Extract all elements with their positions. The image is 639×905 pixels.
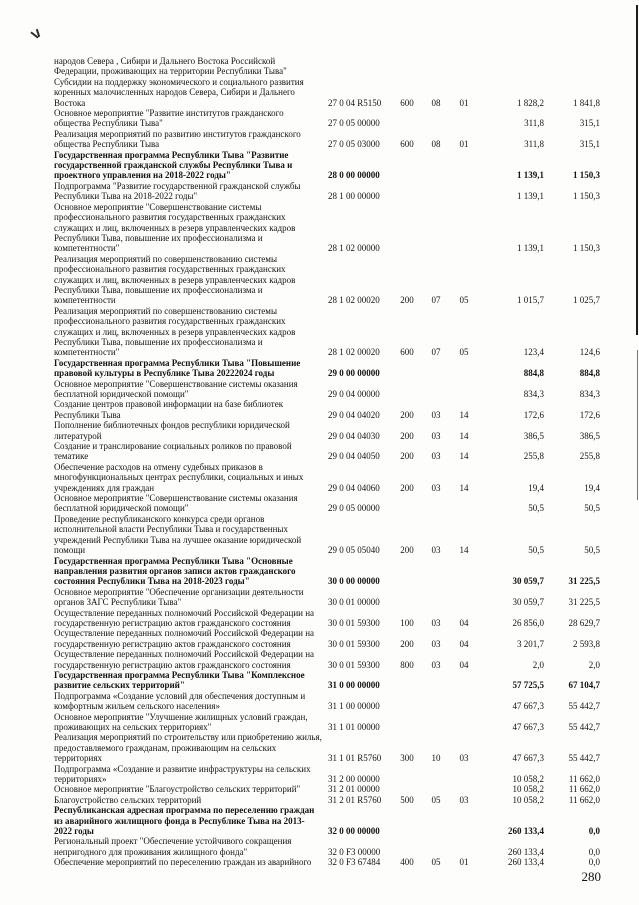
- amount-year2-cell: 50,5: [584, 545, 600, 556]
- program-name-cell: Государственная программа Республики Тыва "Комплексное развитие сельских территорий": [54, 669, 305, 691]
- amount-year1-cell: 1 139,1: [517, 170, 544, 181]
- amount-year1-cell: 57 725,5: [512, 680, 544, 691]
- amount-year1-cell: 260 133,4: [508, 826, 544, 837]
- amount-year2-cell: 1 150,3: [573, 191, 600, 202]
- amount-year1-cell: 884,8: [523, 368, 544, 379]
- budget-code-cell: 32 0 00 00000: [328, 826, 380, 837]
- program-name-cell: Создание и транслирование социальных роликов по правовой тематике: [54, 441, 292, 462]
- amount-year1-cell: 834,3: [523, 389, 544, 399]
- program-name-cell: народов Севера , Сибири и Дальнего Востока Российской Федерации, проживающих на территории Республики Тыва": [54, 56, 287, 77]
- program-name-cell: Подпрограмма «Создание и развитие инфраструктуры на сельских территориях»: [54, 763, 311, 785]
- subsection-cell: 14: [459, 482, 469, 493]
- amount-year2-cell: 1 841,8: [573, 97, 600, 108]
- expense-type-cell: 400: [400, 857, 414, 868]
- section-cell: 05: [431, 794, 441, 805]
- program-name-cell: Реализация мероприятий по строительству или приобретению жилья, предоставляемого гражданам, проживающим на сельских территориях: [54, 732, 322, 764]
- amount-year2-cell: 19,4: [584, 482, 600, 493]
- table-row: [54, 587, 606, 608]
- program-name-cell: Основное мероприятие "Совершенствование системы оказания бесплатной юридической помощи": [54, 378, 298, 399]
- section-cell: 03: [431, 482, 441, 493]
- subsection-cell: 04: [459, 659, 469, 670]
- amount-year1-cell: 311,8: [524, 139, 544, 150]
- amount-year2-cell: 31 225,5: [568, 597, 600, 608]
- expense-type-cell: 200: [400, 430, 414, 441]
- section-cell: 03: [431, 409, 441, 420]
- budget-code-cell: 32 0 F3 00000: [328, 846, 381, 857]
- amount-year2-cell: 11 662,0: [568, 784, 600, 795]
- amount-year1-cell: 10 058,2: [512, 774, 544, 785]
- expense-type-cell: 200: [400, 545, 414, 556]
- amount-year1-cell: 260 133,4: [508, 846, 544, 857]
- program-name-cell: Основное мероприятие "Обеспечение организации деятельности органов ЗАГС Республики Тыва": [54, 586, 304, 608]
- program-name-cell: Осуществление переданных полномочий Российской Федерации на государственную регистрацию актов гражданского состояния: [54, 649, 315, 670]
- expense-type-cell: 200: [400, 638, 414, 649]
- program-name-cell: Благоустройство сельских территорий: [54, 794, 202, 805]
- section-cell: 07: [431, 295, 441, 306]
- table-body: [54, 56, 606, 868]
- amount-year1-cell: 260 133,4: [508, 857, 544, 868]
- amount-year1-cell: 311,8: [524, 118, 544, 129]
- amount-year2-cell: 1 150,3: [573, 170, 600, 181]
- amount-year2-cell: 11 662,0: [568, 774, 600, 785]
- amount-year1-cell: 172,6: [523, 409, 544, 420]
- expense-type-cell: 500: [400, 794, 414, 805]
- expense-type-cell: 600: [400, 139, 414, 150]
- table-row: [54, 150, 606, 181]
- amount-year2-cell: 2,0: [588, 659, 600, 670]
- table-row: [54, 691, 606, 712]
- table-row: [54, 805, 606, 836]
- budget-code-cell: 28 1 02 00000: [328, 243, 380, 254]
- program-name-cell: Подпрограмма "Развитие государственной гражданской службы Республики Тыва на 2018-2022 годы": [54, 180, 301, 202]
- budget-code-cell: 30 0 01 00000: [328, 597, 380, 608]
- table-row: [54, 493, 606, 514]
- expense-type-cell: 600: [400, 347, 414, 358]
- budget-code-cell: 31 2 00 00000: [328, 774, 380, 785]
- program-name-cell: Основное мероприятие "Улучшение жилищных условий граждан, проживающих на сельских территориях": [54, 711, 308, 732]
- table-row: [54, 764, 606, 785]
- table-row: [54, 784, 606, 794]
- amount-year1-cell: 1 828,2: [517, 97, 544, 108]
- subsection-cell: 04: [459, 617, 469, 628]
- amount-year1-cell: 50,5: [528, 503, 544, 514]
- amount-year1-cell: 1 139,1: [517, 191, 544, 202]
- section-cell: 07: [431, 347, 441, 358]
- amount-year1-cell: 10 058,2: [512, 794, 544, 805]
- budget-code-cell: 29 0 05 00000: [328, 503, 380, 514]
- table-row: [54, 628, 606, 649]
- table-row: [54, 712, 606, 733]
- amount-year2-cell: 172,6: [579, 409, 600, 420]
- amount-year2-cell: 1 150,3: [573, 243, 600, 254]
- expense-type-cell: 200: [400, 409, 414, 420]
- program-name-cell: Государственная программа Республики Тыва "Основные направления развития органов записи актов гражданского состояния Республики Тыва на 2018-2023 годы": [54, 555, 296, 587]
- subsection-cell: 01: [459, 97, 469, 108]
- subsection-cell: 03: [459, 794, 469, 805]
- budget-code-cell: 28 0 00 00000: [328, 170, 380, 181]
- table-row: [54, 795, 606, 805]
- subsection-cell: 01: [459, 857, 469, 868]
- table-row: [54, 556, 606, 587]
- program-name-cell: Пополнение библиотечных фондов республики юридической литературой: [54, 420, 290, 441]
- budget-code-cell: 29 0 05 05040: [328, 545, 380, 556]
- budget-code-cell: 30 0 00 00000: [328, 576, 380, 587]
- section-cell: 08: [431, 97, 441, 108]
- section-cell: 03: [431, 638, 441, 649]
- program-name-cell: Подпрограмма «Создание условий для обеспечения доступным и комфортным жильем сельского населения»: [54, 690, 306, 712]
- table-row: [54, 836, 606, 857]
- program-name-cell: Субсидии на поддержку экономического и социального развития коренных малочисленных народов Севера, Сибири и Дальнего Востока: [54, 76, 304, 108]
- amount-year1-cell: 47 667,3: [512, 701, 544, 712]
- amount-year1-cell: 47 667,3: [512, 722, 544, 732]
- budget-code-cell: 28 1 02 00020: [328, 347, 380, 358]
- section-cell: 05: [431, 857, 441, 868]
- program-name-cell: Осуществление переданных полномочий Российской Федерации на государственную регистрацию актов гражданского состояния: [54, 628, 315, 649]
- subsection-cell: 14: [459, 545, 469, 556]
- amount-year1-cell: 47 667,3: [512, 753, 544, 764]
- table-row: [54, 77, 606, 108]
- budget-code-cell: 28 1 02 00020: [328, 295, 380, 306]
- subsection-cell: 03: [459, 753, 469, 764]
- amount-year2-cell: 315,1: [579, 118, 600, 129]
- amount-year1-cell: 26 856,0: [512, 617, 544, 628]
- section-cell: 03: [431, 430, 441, 441]
- expense-type-cell: 800: [400, 659, 414, 670]
- table-row: [54, 254, 606, 306]
- expense-type-cell: 300: [400, 753, 414, 764]
- program-name-cell: Основное мероприятие "Совершенствование системы оказания бесплатной юридической помощи": [54, 493, 298, 514]
- scan-edge-line: [636, 5, 638, 335]
- amount-year2-cell: 28 629,7: [568, 617, 600, 628]
- amount-year2-cell: 55 442,7: [568, 722, 600, 732]
- amount-year2-cell: 386,5: [579, 430, 600, 441]
- program-name-cell: Осуществление переданных полномочий Российской Федерации на государственную регистрацию актов гражданского состояния: [54, 607, 315, 628]
- budget-code-cell: 29 0 04 00000: [328, 389, 380, 399]
- subsection-cell: 04: [459, 638, 469, 649]
- budget-code-cell: 31 2 01 R5760: [328, 794, 382, 805]
- expense-type-cell: 200: [400, 482, 414, 493]
- amount-year2-cell: 11 662,0: [568, 794, 600, 805]
- section-cell: 03: [431, 617, 441, 628]
- budget-code-cell: 27 0 05 03000: [328, 139, 380, 150]
- program-name-cell: Создание центров правовой информации на базе библиотек Республики Тыва: [54, 399, 284, 420]
- table-row: [54, 306, 606, 358]
- section-cell: 08: [431, 139, 441, 150]
- table-row: [54, 56, 606, 77]
- budget-code-cell: 30 0 01 59300: [328, 659, 380, 670]
- program-name-cell: Обеспечение расходов на отмену судебных приказов в многофункциональных центрах республики, социальных и иных учреждениях для граждан: [54, 461, 304, 493]
- program-name-cell: Государственная программа Республики Тыва "Развитие государственной гражданской службы Республики Тыва и проектного управления на 2018-2022 годы": [54, 149, 293, 181]
- amount-year1-cell: 30 059,7: [512, 597, 544, 608]
- subsection-cell: 05: [459, 295, 469, 306]
- table-row: [54, 670, 606, 691]
- amount-year1-cell: 50,5: [528, 545, 544, 556]
- program-name-cell: Государственная программа Республики Тыва "Повышение правовой культуры в Республике Тыва 20222024 годы: [54, 357, 301, 379]
- subsection-cell: 14: [459, 451, 469, 462]
- amount-year1-cell: 386,5: [523, 430, 544, 441]
- program-name-cell: Основное мероприятие "Благоустройство сельских территорий": [54, 784, 301, 795]
- expense-type-cell: 100: [400, 617, 414, 628]
- table-row: [54, 649, 606, 670]
- subsection-cell: 14: [459, 409, 469, 420]
- subsection-cell: 05: [459, 347, 469, 358]
- amount-year2-cell: 834,3: [579, 389, 600, 399]
- program-name-cell: Основное мероприятие "Совершенствование системы профессионального развития государственных гражданских служащих и лиц, включенных в резерв управленческих кадров Республики Тыва, повышение их профессионализма и компетентности": [54, 201, 296, 254]
- table-row: [54, 358, 606, 379]
- table-row: [54, 441, 606, 462]
- expense-type-cell: 200: [400, 451, 414, 462]
- program-name-cell: Обеспечение мероприятий по переселению граждан из аварийного: [54, 857, 312, 868]
- section-cell: 03: [431, 545, 441, 556]
- amount-year2-cell: 0,0: [588, 857, 600, 868]
- amount-year1-cell: 1 139,1: [517, 243, 544, 254]
- subsection-cell: 01: [459, 139, 469, 150]
- amount-year1-cell: 10 058,2: [512, 784, 544, 795]
- program-name-cell: Региональный проект "Обеспечение устойчивого сокращения непригодного для проживания жилищного фонда": [54, 836, 292, 857]
- table-row: [54, 857, 606, 867]
- amount-year2-cell: 0,0: [588, 826, 600, 837]
- amount-year1-cell: 2,0: [532, 659, 544, 670]
- program-name-cell: Реализация мероприятий по развитию институтов гражданского общества Республики Тыва: [54, 128, 301, 150]
- amount-year2-cell: 315,1: [579, 139, 600, 150]
- amount-year1-cell: 255,8: [523, 451, 544, 462]
- amount-year2-cell: 1 025,7: [573, 295, 600, 306]
- table-row: [54, 379, 606, 400]
- budget-code-cell: 32 0 F3 67484: [328, 857, 381, 868]
- budget-code-cell: 27 0 04 R5150: [328, 97, 382, 108]
- expense-type-cell: 600: [400, 97, 414, 108]
- subsection-cell: 14: [459, 430, 469, 441]
- table-row: [54, 608, 606, 629]
- program-name-cell: Основное мероприятие "Развитие институтов гражданского общества Республики Тыва": [54, 108, 284, 129]
- amount-year1-cell: 19,4: [528, 482, 544, 493]
- budget-code-cell: 29 0 04 04020: [328, 409, 380, 420]
- scan-edge-line: [637, 350, 638, 500]
- amount-year2-cell: 67 104,7: [568, 680, 600, 691]
- amount-year2-cell: 55 442,7: [568, 753, 600, 764]
- page-number: 280: [581, 869, 601, 884]
- table-row: [54, 732, 606, 763]
- budget-code-cell: 31 1 01 00000: [328, 722, 380, 732]
- expense-type-cell: 200: [400, 295, 414, 306]
- table-row: [54, 129, 606, 150]
- amount-year2-cell: 55 442,7: [568, 701, 600, 712]
- amount-year2-cell: 2 593,8: [573, 638, 600, 649]
- amount-year2-cell: 0,0: [588, 846, 600, 857]
- table-row: [54, 420, 606, 441]
- amount-year2-cell: 255,8: [579, 451, 600, 462]
- amount-year1-cell: 30 059,7: [512, 576, 544, 587]
- table-row: [54, 514, 606, 556]
- table-row: [54, 399, 606, 420]
- amount-year2-cell: 31 225,5: [568, 576, 600, 587]
- section-cell: 03: [431, 451, 441, 462]
- program-name-cell: Республиканская адресная программа по переселению граждан из аварийного жилищного фонда в Республике Тыва на 2013-2022 годы: [54, 805, 315, 837]
- table-row: [54, 108, 606, 129]
- budget-code-cell: 31 1 01 R5760: [328, 753, 382, 764]
- budget-code-cell: 27 0 05 00000: [328, 118, 380, 129]
- amount-year1-cell: 1 015,7: [517, 295, 544, 306]
- budget-table: [54, 56, 606, 868]
- amount-year1-cell: 123,4: [523, 347, 544, 358]
- amount-year1-cell: 3 201,7: [517, 638, 544, 649]
- program-name-cell: Реализация мероприятий по совершенствованию системы профессионального развития государственных гражданских служащих и лиц, включенных в резерв управленческих кадров Республики Тыва, повышение их профессионализма и компетентности: [54, 253, 296, 306]
- amount-year2-cell: 884,8: [579, 368, 600, 379]
- budget-code-cell: 31 2 01 00000: [328, 784, 380, 795]
- budget-code-cell: 29 0 00 00000: [328, 368, 380, 379]
- budget-code-cell: 29 0 04 04050: [328, 451, 380, 462]
- section-cell: 03: [431, 659, 441, 670]
- budget-code-cell: 29 0 04 04060: [328, 482, 380, 493]
- budget-code-cell: 31 0 00 00000: [328, 680, 380, 691]
- amount-year2-cell: 124,6: [579, 347, 600, 358]
- table-row: [54, 202, 606, 254]
- table-row: [54, 462, 606, 493]
- budget-code-cell: 31 1 00 00000: [328, 701, 380, 712]
- section-cell: 10: [431, 753, 441, 764]
- budget-code-cell: 30 0 01 59300: [328, 617, 380, 628]
- program-name-cell: Реализация мероприятий по совершенствованию системы профессионального развития государственных гражданских служащих и лиц, включенных в резерв управленческих кадров Республики Тыва, повышение их профессионализма и компетентности": [54, 305, 296, 358]
- budget-code-cell: 29 0 04 04030: [328, 430, 380, 441]
- program-name-cell: Проведение республиканского конкурса среди органов исполнительной власти Республики Тыва и государственных учреждений Республики Тыва на лучшее оказание юридической помощи: [54, 513, 302, 556]
- budget-code-cell: 28 1 00 00000: [328, 191, 380, 202]
- budget-code-cell: 30 0 01 59300: [328, 638, 380, 649]
- table-row: [54, 181, 606, 202]
- amount-year2-cell: 50,5: [584, 503, 600, 514]
